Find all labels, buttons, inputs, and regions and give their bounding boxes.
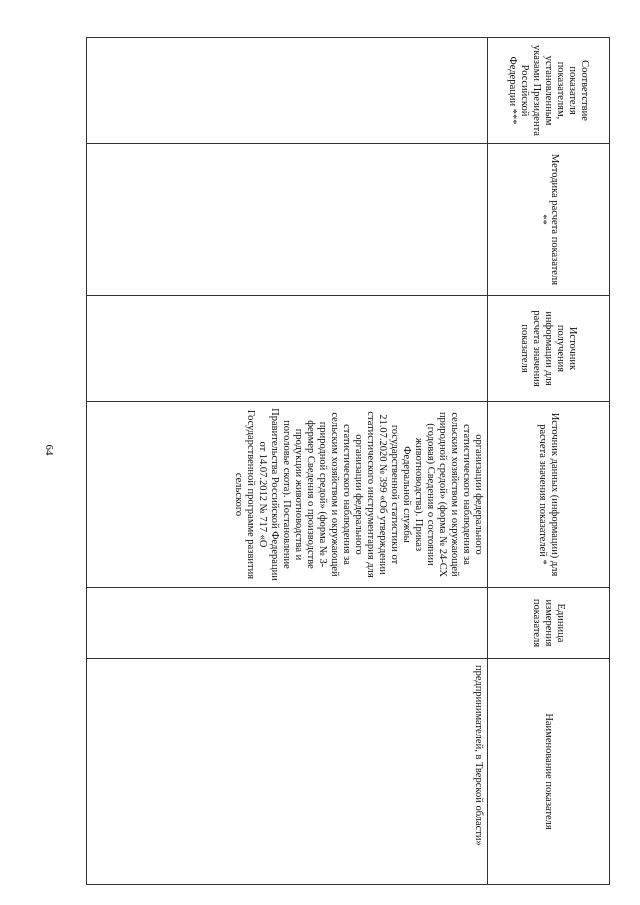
header-cell-name: Наименование показателя (543, 713, 555, 830)
header-cell-info-source: Источник получения информации для расчета значения показателя (488, 296, 609, 402)
header-cell-data-source: Источник данных (информации) для расчета значения показателей * (488, 402, 609, 588)
cell-info-source (86, 296, 488, 402)
page-number: 64 (43, 444, 55, 456)
header-cell-unit: Единица измерения показателя (488, 588, 609, 659)
cell-name: предпринимателей, в Тверской области» (473, 665, 484, 846)
rotated-table-wrapper (86, 37, 610, 885)
cell-data-source: организации федерального статистического наблюдения за сельским хозяйством и окружающей природной средой» (форма № 24-СХ (годовая) Сведения о состоянии животноводства). Приказ Федеральной службы государственной статистики от 21.07.2020 № 399 «Об утверждении статистического инструментария для организации федерального статистического наблюдения за сельским хозяйством и окружающей природной средой» (форма № 3-фермер Сведения о производстве продукции животноводства и поголовье скота). Постановление Правительства Российской Федерации от 14.07.2012 № 717 «О Государственной программе развития сельского (86, 402, 488, 588)
indicator-table (86, 37, 610, 885)
table-row (86, 38, 488, 884)
cell-method (86, 144, 488, 296)
table-header-row (487, 38, 609, 884)
cell-unit (86, 588, 488, 659)
header-cell-compliance: Соответствие показателя показателям, установленным указами Президента Российской Федерации *** (488, 38, 609, 144)
header-cell-method: Методика расчета показателя ** (488, 144, 609, 296)
cell-compliance (86, 38, 488, 144)
